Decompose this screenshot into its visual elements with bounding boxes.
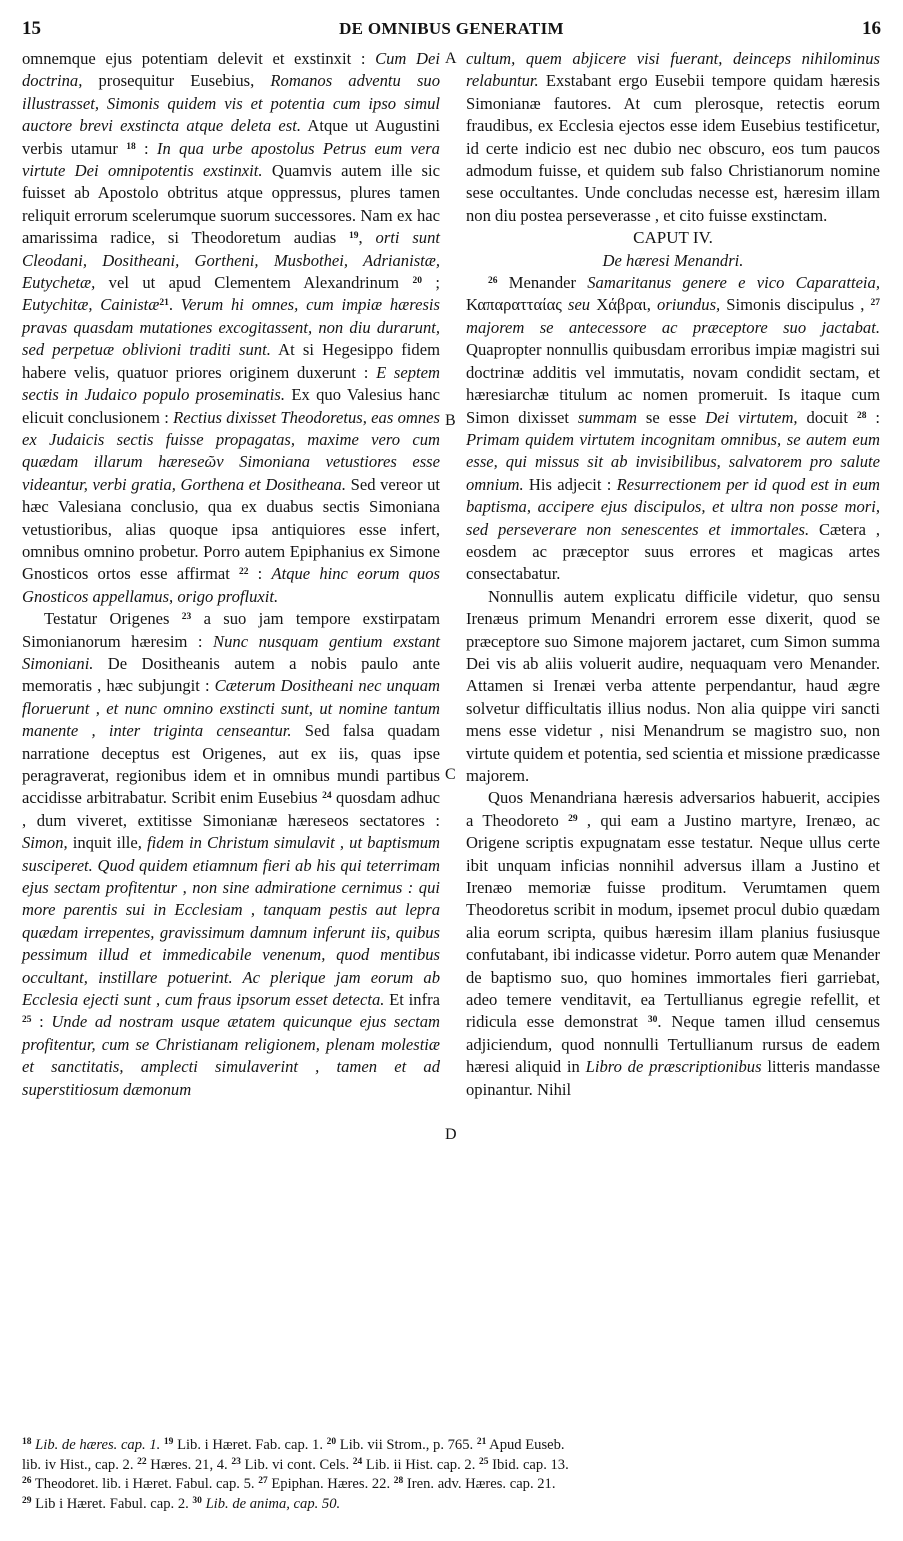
right-column <box>466 48 880 1101</box>
paragraph: omnemque ejus potentiam delevit et exstinxit : Cum Dei doctrina, prosequitur Eusebius, Romanos adventu suo illustrasset, Simonis quidem vis et potentia cum ipso simul auctore brevi exstincta atque deleta est. Atque ut Augustini verbis utamur $^{18}$ : In qua urbe apostolus Petrus eum vera virtute Dei omnipotentis exstinxit. Quamvis autem ille sic fuisset ab Apostolo obtritus atque oppressus, plures tamen reliquit errorum scelerumque suorum successores. Nam ex hac amarissima radice, si Theodoretum audias $^{19}$, orti sunt Cleodani, Dositheani, Gortheni, Musbothei, Adrianistæ, Eutychetæ, vel ut apud Clementem Alexandrinum $^{20}$ ; Eutychitæ, Cainistæ$^{21}$. Verum hi omnes, cum impiæ hæresis pravas quasdam mutationes excogitassent, non diu durarunt, sed perpetuæ oblivioni traditi sunt. At si Hegesippo fidem habere velis, quatuor priores originem duxerunt : E septem sectis in Judaico populo proseminatis. Ex quo Valesius hanc elicuit conclusionem : Rectius dixisset Theodoretus, eas omnes ex Judaicis sectis fuisse propagatas, maxime vero cum quædam illarum hæreseῶν Simoniana vetustiores esse videantur, verbi gratia, Gorthena et Dositheana. Sed vereor ut hæc Valesiana conclusio, qua ex duabus sectis Simoniana vetustioribus, alias quoque ipsa antiquiores esse infert, omnibus omnino probetur. Porro autem Epiphanius ex Simone Gnosticos ortos esse affirmat $^{22}$ : Atque hinc eorum quos Gnosticos appellamus, origo profluxit. <box>22 49 441 606</box>
footnote-ref[interactable]: 27 <box>870 298 880 309</box>
footnote-ref[interactable]: 21 <box>159 298 169 309</box>
running-title: DE OMNIBUS GENERATIM <box>339 19 564 38</box>
footnote-ref[interactable]: 23 <box>181 612 192 623</box>
paragraph: Quos Menandriana hæresis adversarios habuerit, accipies a Theodoreto $^{29}$ , qui eam a Justino martyre, Irenæo, ac Origene scriptis expugnatam esse testatur. Neque ullus certe ibit unquam inficias nonnihil adversus illam a Justino et Irenæo memoriæ fuisse proditum. Verumtamen quem Theodoretus scribit in modum, ipsemet procul dubio quædam alia eorum scripta, quibus hæresim illam planius fusiusque confutabant, ibi indicasse videtur. Porro autem quæ Menander de baptismo suo, quo homines immortales fieri garriebat, adeo temere venditavit, ea Tertullianus egregie refellit, et ridicula esse demonstrat $^{30}$. Neque tamen illud censemus adjiciendum, quod nonnulli Tertullianum rursus de eadem hæresi aliquid in Libro de præscriptionibus litteris mandasse opinantur. Nihil <box>466 788 880 1099</box>
footnote-number: 20 <box>326 1437 337 1447</box>
footnote-number: 28 <box>393 1476 404 1486</box>
page-header <box>22 18 881 42</box>
margin-marker-a: A <box>445 50 457 67</box>
footnote-number: 30 <box>192 1495 202 1506</box>
footnotes <box>22 1436 881 1514</box>
footnote-number: 22 <box>137 1456 147 1467</box>
footnote-ref[interactable]: 20 <box>412 276 422 287</box>
footnote-line: $^{29}$ Lib i Hæret. Fabul. cap. 2. $^{30}$ Lib. de anima, cap. 50. <box>22 1495 341 1512</box>
footnote-number: 18 <box>22 1437 32 1447</box>
chapter-heading: CAPUT IV. <box>633 228 713 248</box>
footnote-ref[interactable]: 28 <box>856 410 867 421</box>
page-number-right: 16 <box>862 18 881 39</box>
footnote-number: 26 <box>22 1476 32 1486</box>
footnote-ref[interactable]: 30 <box>647 1015 658 1026</box>
margin-marker-b: B <box>445 412 456 429</box>
page-number-left: 15 <box>22 18 41 39</box>
paragraph: cultum, quem abjicere visi fuerant, deinceps nihilominus relabuntur. Exstabant ergo Eusebii tempore quidam hæresis Simonianæ fautores. At cum plerosque, retectis eorum fraudibus, ex Ecclesia ejectos esse idem Eusebius testificetur, id certe indicio est nec dubio nec obscuro, eos tum paucos admodum fuisse, et quidem sub falso Christianorum nomine sese occultantes. Unde concludas necesse est, hæresim illam non diu postea perseverasse , et cito fuisse exstinctam. <box>466 49 880 225</box>
paragraph: Nonnullis autem explicatu difficile videtur, quo sensu Irenæus primum Menandri errorem esse dixerit, quod se præceptore suo Simone majorem jactaret, cum Simon summa Dei vis ab aliis voluerit audire, nequaquam vero Menander. Attamen si Irenæi verba attente perpendantur, haud ægre solvetur difficultatis illius nodus. Non alia quippe viri sancti mens esse videtur , nisi Menandrum se magistro suo, non virtute quidem et potentia, sed scientia et missione prædicasse majorem. <box>466 586 880 785</box>
margin-marker-c: C <box>445 766 456 783</box>
footnote-line: $^{18}$ Lib. de hæres. cap. 1. $^{19}$ Lib. i Hæret. Fab. cap. 1. $^{20}$ Lib. vii Strom., p. 765. $^{21}$ Apud Euseb. <box>22 1437 565 1453</box>
footnote-ref[interactable]: 29 <box>568 813 578 824</box>
footnote-number: 29 <box>22 1495 32 1506</box>
margin-marker-d: D <box>445 1126 457 1143</box>
left-column <box>22 48 440 1101</box>
footnote-number: 23 <box>231 1456 241 1467</box>
footnote-number: 21 <box>476 1437 487 1447</box>
footnote-number: 25 <box>479 1456 489 1467</box>
footnote-number: 24 <box>352 1456 363 1467</box>
footnote-line: lib. iv Hist., cap. 2. $^{22}$ Hæres. 21, 4. $^{23}$ Lib. vi cont. Cels. $^{24}$ Lib. ii Hist. cap. 2. $^{25}$ Ibid. cap. 13. <box>22 1456 569 1473</box>
footnote-line: $^{26}$ Theodoret. lib. i Hæret. Fabul. cap. 5. $^{27}$ Epiphan. Hæres. 22. $^{28}$ Iren. adv. Hæres. cap. 21. <box>22 1476 556 1492</box>
footnote-ref[interactable]: 19 <box>349 231 359 242</box>
footnote-ref[interactable]: 22 <box>239 567 249 578</box>
footnote-number: 27 <box>258 1476 268 1486</box>
paragraph: Testatur Origenes $^{23}$ a suo jam tempore exstirpatam Simonianorum hæresim : Nunc nusquam gentium exstant Simoniani. De Dositheanis autem a nobis paulo ante memoratis , hæc subjungit : Cæterum Dositheani nec unquam floruerunt , et nunc omnino exstincti sunt, ut nomine tantum manente , inter triginta censeantur. Sed falsa quadam narratione deceptus est Origenes, aut ex iis, quas ipse peragraverat, regionibus idem et in omnibus mundi partibus accidisse arbitrabatur. Scribit enim Eusebius $^{24}$ quosdam adhuc , dum viveret, extitisse Simonianæ hæreseos sectatores : Simon, inquit ille, fidem in Christum simulavit , ut baptismum susciperet. Quod quidem etiamnum fieri ab his qui teterrimam ejus sectam profitentur , non sine admiratione cernimus : qui more parentis sui in Ecclesiam , tanquam pestis aut lepra quædam irrepentes, gravissimum damnum inferunt iis, quibus pessimum illud et immedicabile venenum, quod mentibus occultant, instillare potuerint. Ac plerique jam eorum ab Ecclesia ejecti sunt , cum fraus ipsorum esset detecta. Et infra $^{25}$ : Unde ad nostram usque ætatem quicunque ejus sectam profitentur, cum se Christianam religionem, plenam molestiæ et sanctitatis, amplecti simulaverint , tamen et ad superstitiosum dæmonum <box>22 609 441 1099</box>
footnote-ref[interactable]: 25 <box>22 1015 32 1026</box>
footnote-ref[interactable]: 26 <box>488 276 498 287</box>
paragraph: $^{26}$ Menander Samaritanus genere e vico Caparatteia, Καπαρατταίας seu Χάβραι, oriundus, Simonis discipulus , $^{27}$ majorem se antecessore ac præceptore suo jactabat. Quapropter nonnullis quibusdam erroribus impiæ magistri sui doctrinæ additis vel immutatis, novam condidit sectam, et hæresiarchæ titulum ac nomen promeruit. Is itaque cum Simon dixisset summam se esse Dei virtutem, docuit $^{28}$ : Primam quidem virtutem incognitam omnibus, se autem eum esse, qui missus sit ab invisibilibus, salvatorem pro salute omnium. His adjecit : Resurrectionem per id quod est in eum baptisma, accipere ejus discipulos, et ultra non posse mori, sed perseverare non senescentes et immortales. Cætera , eosdem ac præceptor suus errores et magicas artes consectabatur. <box>466 273 881 584</box>
footnote-number: 19 <box>163 1437 174 1447</box>
footnote-ref[interactable]: 18 <box>126 141 136 152</box>
chapter-subtitle: De hæresi Menandri. <box>602 250 744 270</box>
footnote-ref[interactable]: 24 <box>322 791 332 802</box>
